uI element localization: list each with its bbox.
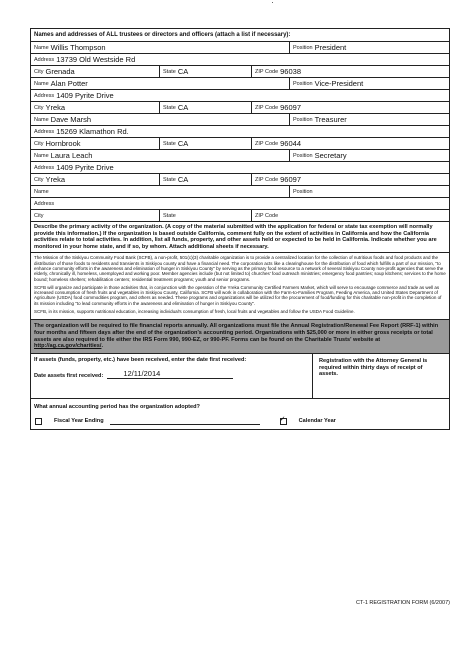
officer-city-field[interactable]: Yreka [45, 175, 66, 184]
officer-city-row [31, 209, 449, 221]
officer-zip-field[interactable]: 96044 [280, 139, 301, 148]
assets-question: If assets (funds, property, etc.) have been received, enter the date first received: [34, 356, 247, 363]
officer-address-field[interactable]: 1409 Pyrite Drive [56, 91, 114, 100]
officer-city-cell [31, 210, 159, 221]
officer-zip-cell [251, 66, 449, 77]
officer-city-row [31, 101, 449, 113]
officer-zip-cell [251, 174, 449, 185]
officer-state-cell [159, 138, 251, 149]
officer-address-field[interactable]: 1409 Pyrite Drive [56, 163, 114, 172]
state-label: State [163, 176, 176, 183]
form-footer: CT-1 REGISTRATION FORM (6/2007) [355, 600, 450, 606]
officer-zip-cell [251, 102, 449, 113]
city-label: City [34, 212, 44, 219]
assets-date-field[interactable]: 12/11/2014 [107, 369, 233, 379]
filing-notice [31, 319, 449, 352]
officer-address-cell [31, 54, 449, 65]
officer-city-row [31, 137, 449, 149]
officer-zip-field[interactable]: 96097 [280, 175, 301, 184]
officer-address-row [31, 125, 449, 137]
scan-mark [272, 2, 273, 3]
name-label: Name [34, 188, 49, 195]
position-label: Position [293, 116, 313, 123]
calendar-year-checkbox[interactable] [280, 418, 287, 425]
officer-position-cell [289, 186, 449, 197]
officer-address-cell [31, 162, 449, 173]
city-label: City [34, 176, 44, 183]
officer-city-field[interactable]: Hornbrook [45, 139, 81, 148]
officer-city-field[interactable]: Grenada [45, 67, 75, 76]
charities-website-link[interactable]: http://ag.ca.gov/charities/ [34, 343, 102, 350]
officer-position-cell [289, 42, 449, 53]
assets-note: Registration with the Attorney General is required within thirty days of receipt of assets. [319, 357, 428, 378]
address-label: Address [34, 92, 55, 99]
assets-date-line [34, 369, 309, 379]
officer-position-field[interactable]: Secretary [314, 151, 347, 160]
officer-zip-cell [251, 138, 449, 149]
accounting-period-options [31, 418, 449, 425]
name-label: Name [34, 116, 49, 123]
accounting-period-question: What annual accounting period has the organization adopted? [34, 403, 200, 410]
officers-table [31, 41, 449, 221]
officer-address-row [31, 53, 449, 65]
officer-city-cell [31, 174, 159, 185]
city-label: City [34, 140, 44, 147]
accounting-period-section [31, 398, 449, 429]
officer-address-row [31, 161, 449, 173]
assets-question-cell [31, 354, 313, 398]
fiscal-year-label: Fiscal Year Ending [54, 418, 104, 425]
fiscal-year-ending-field[interactable] [110, 418, 260, 425]
mission-paragraph: The Mission of the Siskiyou Community Food Bank (SCFB), a non-profit, 501(c)(3) charitable organization is to provide a centralized location for the collection of nutritious foods and food products and the distribution of those foods to residents and transients in Siskiyou county and have a financial need. The corporation acts like a clearinghouse for the distribution of food which fulfills a part of our mission, "to enhance community efforts in the awareness and elimination of hunger in Siskiyou County" by serving as the primary food resource to a network of several Siskiyou County non-profit agencies that serve the elderly, chronically ill, homeless, unemployed and working poor. Member agencies include (but not limited to) churches' food outreach ministries; emergency food pantries; soup kitchens; services to the home bound; homeless shelters; rehabilitation centers; residential treatment programs; youth and senior programs. [34, 255, 446, 282]
officer-name-field[interactable]: Laura Leach [50, 151, 93, 160]
officer-position-field[interactable]: Vice-President [314, 79, 364, 88]
officer-address-cell [31, 90, 449, 101]
city-label: City [34, 68, 44, 75]
officer-name-row [31, 41, 449, 53]
zip-label: ZIP Code [255, 104, 279, 111]
officer-name-cell [31, 150, 289, 161]
officer-name-field[interactable]: Alan Potter [50, 79, 88, 88]
officer-city-cell [31, 66, 159, 77]
zip-label: ZIP Code [255, 212, 279, 219]
position-label: Position [293, 44, 313, 51]
calendar-year-label: Calendar Year [298, 418, 336, 425]
officer-address-row [31, 197, 449, 209]
officer-address-row [31, 89, 449, 101]
officer-address-field[interactable]: 15269 Klamathon Rd. [56, 127, 129, 136]
fiscal-year-checkbox[interactable] [35, 418, 42, 425]
filing-notice-text: The organization will be required to file financial reports annually. All organizations must file the Annual Registration/Renewal Fee Report (RRF-1) within four months and fifteen days after the end of the organization's accounting period. Organizations with $25,000 or more in either gross receipts or total assets are also required to file either the IRS Form 990, 990-EZ, or 990-PF. Forms can be found on the Charitable Trusts' website at [34, 323, 439, 343]
state-label: State [163, 140, 176, 147]
officer-name-field[interactable]: Dave Marsh [50, 115, 92, 124]
zip-label: ZIP Code [255, 68, 279, 75]
officer-name-cell [31, 78, 289, 89]
officer-state-cell [159, 174, 251, 185]
city-label: City [34, 104, 44, 111]
officer-zip-field[interactable]: 96038 [280, 67, 301, 76]
name-label: Name [34, 152, 49, 159]
officer-city-row [31, 173, 449, 185]
officer-name-field[interactable]: Willis Thompson [50, 43, 106, 52]
position-label: Position [293, 152, 313, 159]
state-label: State [163, 104, 176, 111]
officer-state-field[interactable]: CA [177, 139, 189, 148]
assets-date-label: Date assets first received: [34, 372, 104, 379]
officer-position-cell [289, 150, 449, 161]
officer-name-row [31, 113, 449, 125]
zip-label: ZIP Code [255, 140, 279, 147]
assets-section [31, 353, 449, 398]
name-label: Name [34, 80, 49, 87]
address-label: Address [34, 200, 55, 207]
officer-name-row [31, 77, 449, 89]
address-label: Address [34, 164, 55, 171]
mission-paragraph: SCFB will organize and participate in those activities that, in conjunction with the operation of the Yreka Community Certified Farmers Market, which will serve to encourage commerce and trade as well as increased consumption of fresh fruits and vegetables in Siskiyou County, California. SCFB will work in collaboration with the Farm-to-Families Program, Feeding America, and United States Department of Agriculture (USDA) food commodities program, and others as needed. These programs and organizations will be utilized for the procurement of food/funding for this charitable non-profit in the completion of its mission including "to lead community efforts in the awareness and elimination of hunger in Siskiyou County". [34, 284, 442, 306]
officer-position-field[interactable]: Treasurer [314, 115, 347, 124]
officer-name-cell [31, 42, 289, 53]
officers-section [30, 28, 450, 430]
address-label: Address [34, 56, 55, 63]
officer-position-cell [289, 114, 449, 125]
officer-zip-field[interactable]: 96097 [280, 103, 301, 112]
name-label: Name [34, 44, 49, 51]
registration-form [30, 28, 450, 430]
state-label: State [163, 68, 176, 75]
officer-address-cell [31, 126, 449, 137]
officer-state-cell [159, 66, 251, 77]
filing-notice-end: . [101, 343, 104, 350]
mission-statement [31, 252, 449, 319]
officer-position-field[interactable]: President [314, 43, 347, 52]
officer-name-cell [31, 186, 289, 197]
officer-name-row [31, 185, 449, 197]
state-label: State [163, 212, 176, 219]
officer-position-cell [289, 78, 449, 89]
position-label: Position [293, 80, 313, 87]
officer-zip-cell [251, 210, 449, 221]
officer-name-row [31, 149, 449, 161]
officer-address-cell [31, 198, 449, 209]
officer-city-row [31, 65, 449, 77]
officer-address-field[interactable]: 13739 Old Westside Rd [56, 55, 136, 64]
address-label: Address [34, 128, 55, 135]
officer-city-cell [31, 138, 159, 149]
position-label: Position [293, 188, 313, 195]
officer-city-field[interactable]: Yreka [45, 103, 66, 112]
officer-state-cell [159, 210, 251, 221]
mission-paragraph: SCFB, in its mission, supports nutritional education, increasing individual's consumption of fresh, local fruits and vegetables and follow the USDA Food Guideline. [34, 309, 355, 315]
officer-state-field[interactable]: CA [177, 67, 189, 76]
activity-instructions: Describe the primary activity of the organization. (A copy of the material submitted with the application for federal or state tax exemption will normally provide this information.) If the organization is based outside California, comment fully on the extent of activities in California and how the California activities relate to total activities. In addition, list all funds, property, and other assets held or expected to be held in California. Indicate whether you are monitored in your home state, and if so, by whom. Attach additional sheets if necessary. [31, 221, 449, 252]
zip-label: ZIP Code [255, 176, 279, 183]
officer-state-cell [159, 102, 251, 113]
officer-state-field[interactable]: CA [177, 175, 189, 184]
officer-city-cell [31, 102, 159, 113]
officer-name-cell [31, 114, 289, 125]
officer-state-field[interactable]: CA [177, 103, 189, 112]
officers-header: Names and addresses of ALL trustees or directors and officers (attach a list if necessary): [34, 32, 291, 38]
